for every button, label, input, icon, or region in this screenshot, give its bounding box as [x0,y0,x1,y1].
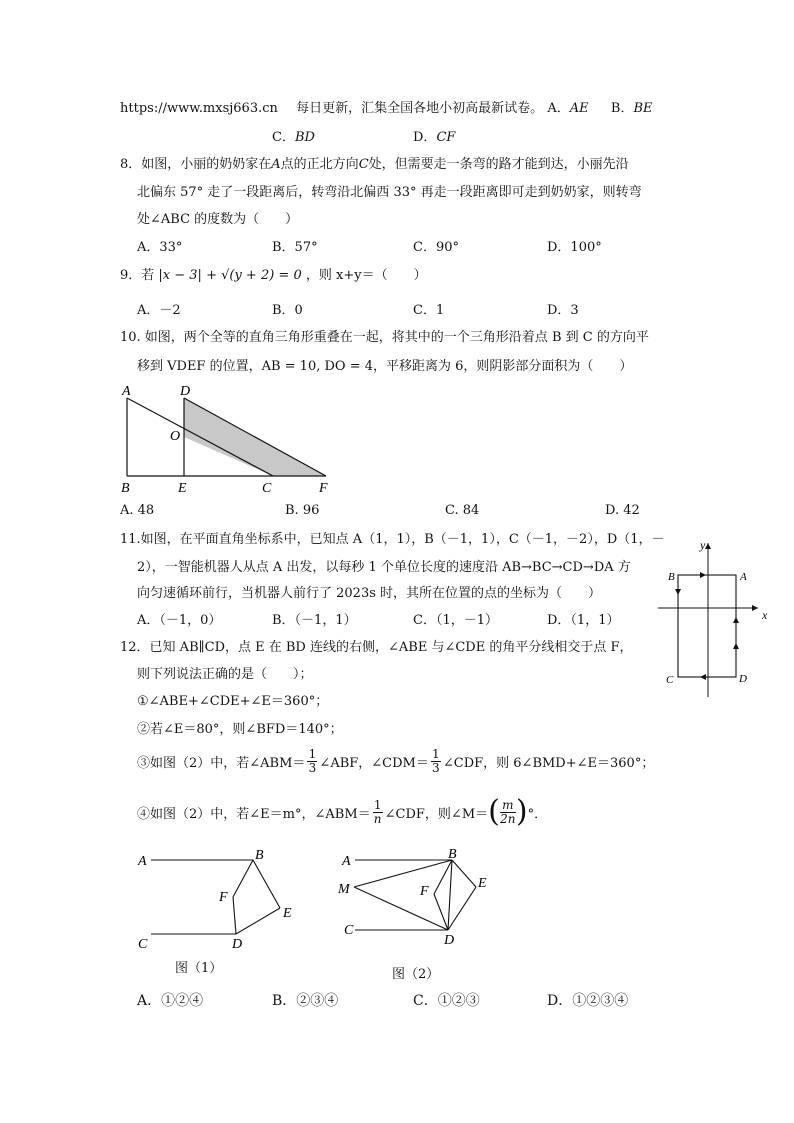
arrow-ab [700,572,706,578]
label-b: B [121,481,130,496]
q10-option-a[interactable]: A. 48 [120,503,155,518]
q8-line2: 北偏东 57° 走了一段距离后，转弯沿北偏西 33° 再走一段距离即可走到奶奶家，则转弯 [137,185,642,200]
label-e: E [178,481,187,496]
label-y: y [700,538,706,552]
q11-line1: 11.如图，在平面直角坐标系中，已知点 A（1，1），B（－1，1），C（－1，－2），D（1，－ [120,532,665,547]
fraction-one-third-b: 1 3 [432,747,440,775]
label-a: A [740,571,747,583]
arrow-bc [675,589,681,595]
segment-bf [434,860,452,894]
q11-option-b[interactable]: B．（－1，1） [272,613,357,628]
q8-option-b[interactable]: B．57° [272,240,318,255]
q9-option-a[interactable]: A．－2 [137,303,181,318]
fig2-caption: 图（2） [392,967,440,982]
q11-option-a[interactable]: A．（－1，0） [137,613,222,628]
label-d: D [232,937,243,952]
label-d: D [444,933,455,948]
segment-mb [354,860,452,887]
source-url[interactable]: https://www.mxsj663.cn [120,101,278,116]
segment-ed [448,887,476,930]
arrow-da-upper [733,617,739,623]
label-a: A [122,384,131,399]
q12-statement-1: ①∠ABE+∠CDE+∠E＝360°； [137,694,329,709]
fraction-m-over-2n: m 2n [500,797,516,826]
label-e: E [283,906,292,921]
label-d: D [739,673,747,685]
paren-left: ( [488,794,500,829]
segment-ed [236,908,280,934]
q12-statement-3: ③如图（2）中，若∠ABM＝ 1 3 ∠ABF，∠CDM＝ 1 3 ∠CDF，则 6∠BMD+∠E＝360°； [137,747,655,775]
q10-option-b[interactable]: B. 96 [285,503,320,518]
label-c: C [262,481,272,496]
q12-line1: 12．已知 AB∥CD，点 E 在 BD 连线的右侧，∠ABE 与∠CDE 的角平分线相交于点 F， [120,640,633,655]
label-f: F [319,481,328,496]
q8-line1: 8．如图，小丽的奶奶家在A点的正北方向C处，但需要走一条弯的路才能到达，小丽先沿 [120,157,629,172]
q11-option-c[interactable]: C．（1，－1） [413,613,498,628]
q8-option-d[interactable]: D．100° [547,240,602,255]
path-rectangle [678,575,736,677]
label-b: B [668,571,675,583]
q12-option-d[interactable]: D．①②③④ [547,993,629,1009]
q11-coordinate-figure [658,535,770,701]
q10-option-c[interactable]: C. 84 [445,503,480,518]
q8-option-a[interactable]: A．33° [137,240,183,255]
q12-option-a[interactable]: A．①②④ [137,993,204,1009]
fraction-one-over-n: 1 n [373,797,382,826]
label-c: C [138,937,148,952]
q9-expression: |x − 3| + √(y + 2) = 0 [158,268,302,283]
q9-line: 9．若 |x − 3| + √(y + 2) = 0 ，则 x+y＝（ ） [120,268,427,283]
label-x: x [762,608,768,622]
q12-statement-2: ②若∠E＝80°，则∠BFD＝140°； [137,722,343,737]
q11-option-d[interactable]: D．（1，1） [547,613,620,628]
label-f: F [219,890,228,905]
q7-option-b[interactable]: B．BE [610,101,653,116]
q12-figure-1 [133,842,303,952]
label-f: F [420,884,429,899]
q12-option-b[interactable]: B．②③④ [272,993,339,1009]
label-d: D [180,384,191,399]
label-e: E [478,876,487,891]
label-b: B [255,848,264,863]
q7-option-d[interactable]: D．CF [413,130,456,145]
header-line [120,97,653,116]
label-o: O [170,429,181,444]
segment-bd [448,860,452,930]
q11-line2: 2），一智能机器人从点 A 出发，以每秒 1 个单位长度的速度沿 AB→BC→CD→DA 方 [137,560,631,575]
label-c: C [344,923,354,938]
label-c: C [666,674,674,686]
q12-statement-4: ④如图（2）中，若∠E＝m°，∠ABM＝ 1 n ∠CDF，则∠M＝ ( m 2n ) °． [137,794,548,829]
segment-be [452,860,476,887]
q9-option-b[interactable]: B．0 [272,303,303,318]
q10-line2: 移到 VDEF 的位置，AB = 10, DO = 4，平移距离为 6，则阴影部分面积为（ ） [137,359,633,374]
arrow-cd [700,674,706,680]
q7-option-a[interactable]: A．AE [547,101,589,116]
q9-option-d[interactable]: D．3 [547,303,579,318]
q9-option-c[interactable]: C．1 [413,303,445,318]
q8-option-c[interactable]: C．90° [413,240,459,255]
label-a: A [342,854,351,869]
q8-line3: 处∠ABC 的度数为（ ） [137,212,299,227]
q10-figure [110,380,350,498]
q12-figure-2 [330,842,505,952]
fig1-caption: 图（1） [175,961,223,976]
q7-option-c[interactable]: C．BD [272,130,315,145]
label-a: A [138,854,147,869]
q11-line3: 向匀速循环前行，当机器人前行了 2023s 时，其所在位置的点的坐标为（ ） [137,586,602,601]
q12-option-c[interactable]: C．①②③ [413,993,480,1009]
q12-line2: 则下列说法正确的是（ ）； [137,667,313,682]
segment-bf [233,860,253,897]
fraction-one-third-a: 1 3 [308,747,317,775]
label-m: M [338,882,350,897]
segment-be [253,860,280,908]
source-tagline: 每日更新，汇集全国各地小初高最新试卷。 [296,101,544,116]
q10-option-d[interactable]: D. 42 [605,503,640,518]
label-b: B [448,847,457,862]
arrow-da-lower [733,643,739,649]
paren-right: ) [515,794,528,829]
segment-fd [233,897,236,934]
q10-line1: 10. 如图，两个全等的直角三角形重叠在一起，将其中的一个三角形沿着点 B 到 C 的方向平 [120,330,649,345]
